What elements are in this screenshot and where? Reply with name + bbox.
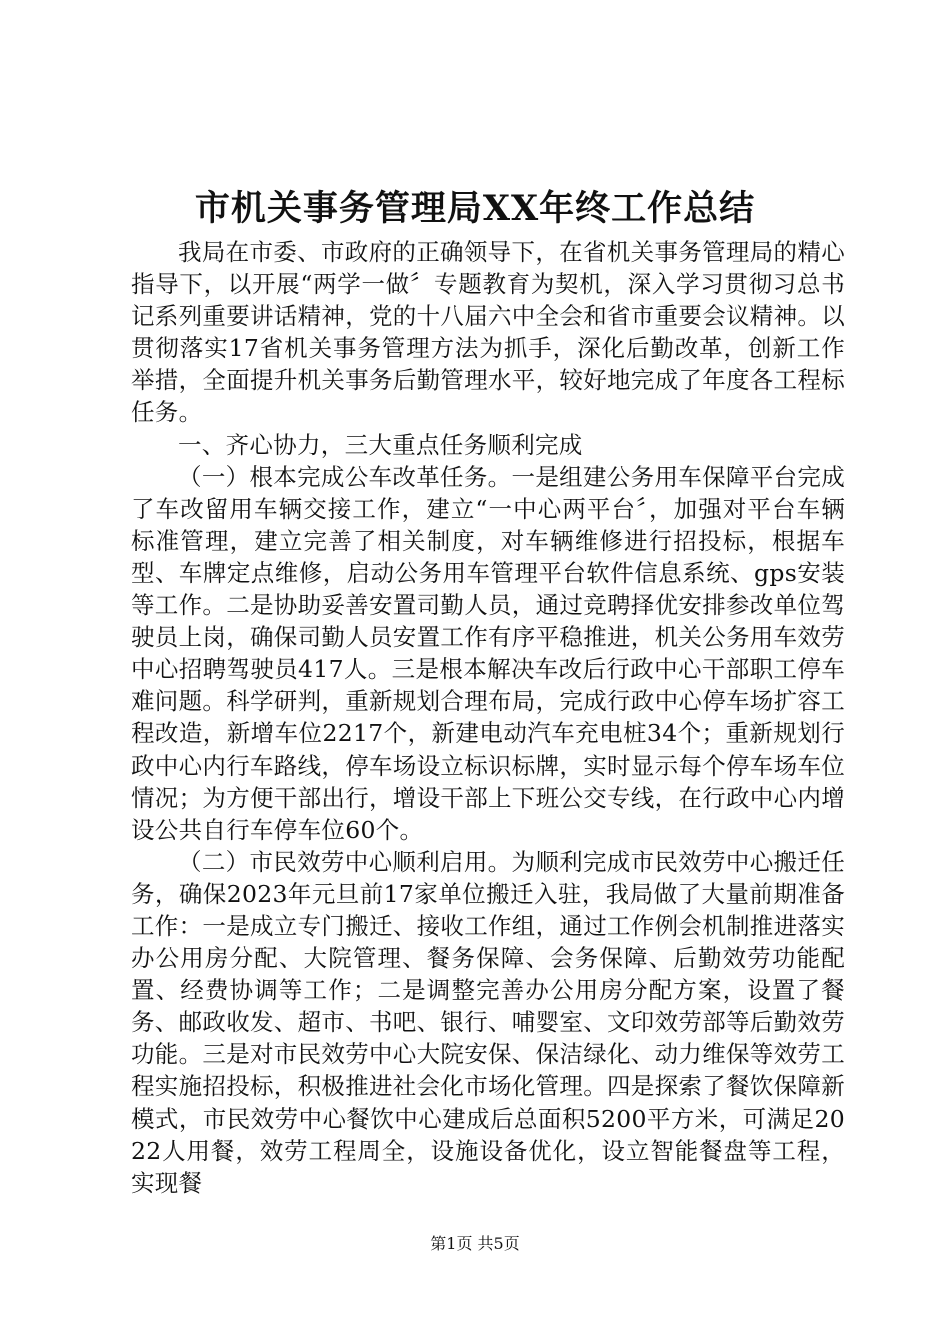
document-title: 市机关事务管理局XX年终工作总结	[194, 188, 756, 229]
intro-paragraph: 我局在市委、市政府的正确领导下，在省机关事务管理局的精心指导下，以开展“两学一做〞专题教育为契机，深入学习贯彻习总书记系列重要讲话精神，党的十八届六中全会和省市重要会议精神。以贯彻落实17省机关事务管理方法为抓手，深化后勤改革，创新工作举措，全面提升机关事务后勤管理水平，较好地完成了年度各工程标任务。	[131, 238, 845, 427]
body-paragraph-service-center: （二）市民效劳中心顺利启用。为顺利完成市民效劳中心搬迁任务，确保2023年元旦前17家单位搬迁入驻，我局做了大量前期准备工作：一是成立专门搬迁、接收工作组，通过工作例会机制推进落实办公用房分配、大院管理、餐务保障、会务保障、后勤效劳功能配置、经费协调等工作；二是调整完善办公用房分配方案，设置了餐务、邮政收发、超市、书吧、银行、哺婴室、文印效劳部等后勤效劳功能。三是对市民效劳中心大院安保、保洁绿化、动力维保等效劳工程实施招投标，积极推进社会化市场化管理。四是探索了餐饮保障新模式，市民效劳中心餐饮中心建成后总面积5200平方米，可满足2022人用餐，效劳工程周全，设施设备优化，设立智能餐盘等工程，实现餐	[131, 847, 845, 1197]
section-heading: 一、齐心协力，三大重点任务顺利完成	[178, 430, 583, 459]
page-footer: 第1页 共5页	[430, 1234, 520, 1253]
body-paragraph-car-reform: （一）根本完成公车改革任务。一是组建公务用车保障平台完成了车改留用车辆交接工作，建立“一中心两平台〞，加强对平台车辆标准管理，建立完善了相关制度，对车辆维修进行招投标，根据车型、车牌定点维修，启动公务用车管理平台软件信息系统、gps安装等工作。二是协助妥善安置司勤人员，通过竞聘择优安排参改单位驾驶员上岗，确保司勤人员安置工作有序平稳推进，机关公务用车效劳中心招聘驾驶员417人。三是根本解决车改后行政中心干部职工停车难问题。科学研判，重新规划合理布局，完成行政中心停车场扩容工程改造，新增车位2217个，新建电动汽车充电桩34个；重新规划行政中心内行车路线，停车场设立标识标牌，实时显示每个停车场车位情况；为方便干部出行，增设干部上下班公交专线，在行政中心内增设公共自行车停车位60个。	[131, 462, 845, 844]
document-body	[131, 236, 845, 1199]
